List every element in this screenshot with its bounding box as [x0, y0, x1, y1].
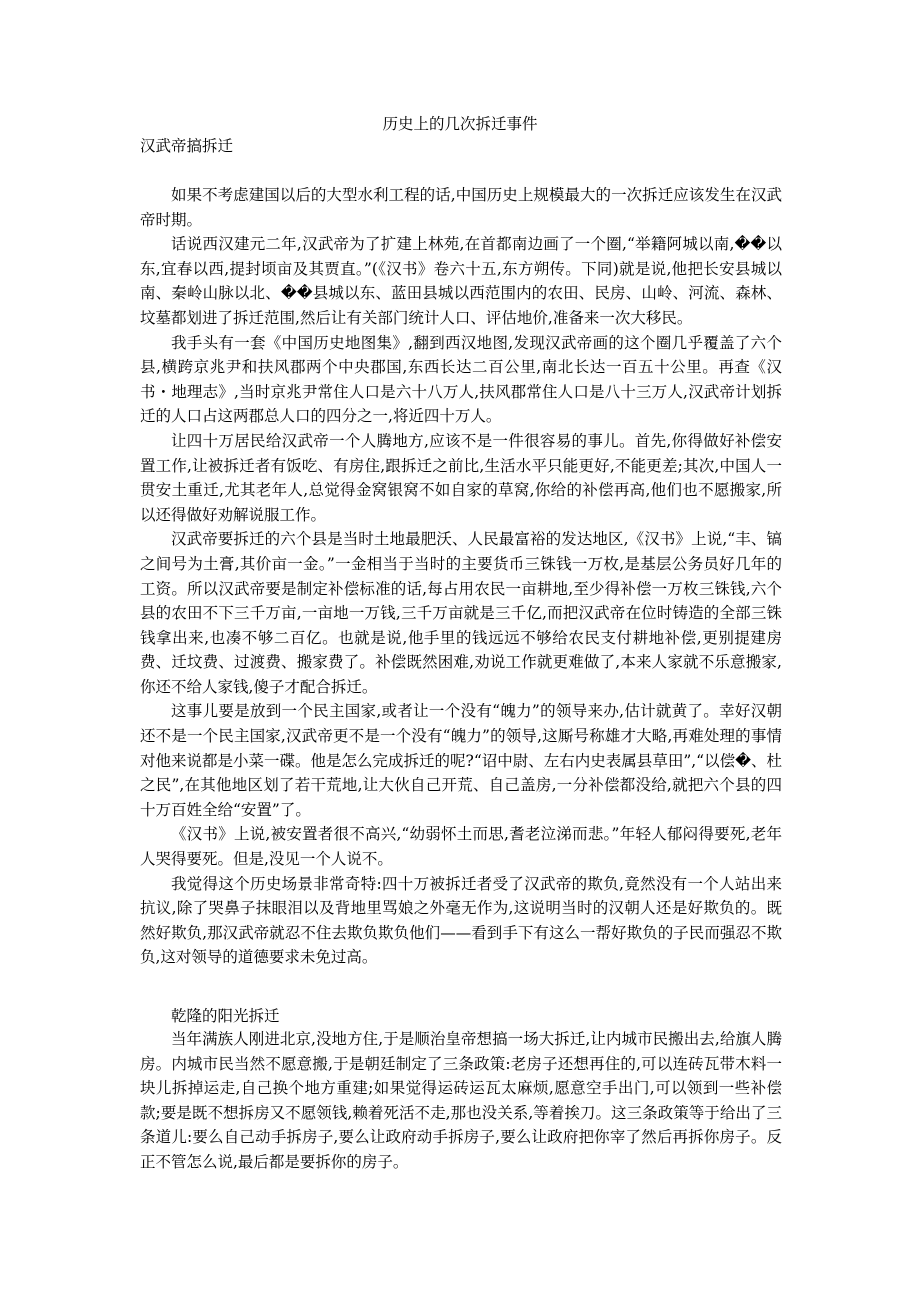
paragraph: 话说西汉建元二年,汉武帝为了扩建上林苑,在首都南边画了一个圈,“举籍阿城以南,��以东,宜春以西,提封顷亩及其贾直。”(《汉书》卷六十五,东方朔传。下同)就是说,他把长安县城以南、秦岭山脉以北、��县城以东、蓝田县城以西范围内的农田、民房、山岭、河流、森林、坟墓都划进了拆迁范围,然后让有关部门统计人口、评估地价,准备来一次大移民。	[140, 235, 782, 327]
paragraph: 《汉书》上说,被安置者很不高兴,“幼弱怀土而思,耆老泣涕而悲。”年轻人郁闷得要死,老年人哭得要死。但是,没见一个人说不。	[140, 825, 782, 869]
paragraph: 这事儿要是放到一个民主国家,或者让一个没有“魄力”的领导来办,估计就黄了。幸好汉朝还不是一个民主国家,汉武帝更不是一个没有“魄力”的领导,这厮号称雄才大略,再难处理的事情对他来说都是小菜一碟。他是怎么完成拆迁的呢?“诏中尉、左右内史表属县草田”,“以偿�、杜之民”,在其他地区划了若干荒地,让大伙自己开荒、自己盖房,一分补偿都没给,就把六个县的四十万百姓全给“安置”了。	[140, 702, 782, 819]
document-title: 历史上的几次拆迁事件	[382, 115, 538, 133]
paragraph: 我觉得这个历史场景非常奇特:四十万被拆迁者受了汉武帝的欺负,竟然没有一个人站出来抗议,除了哭鼻子抹眼泪以及背地里骂娘之外毫无作为,这说明当时的汉朝人还是好欺负的。既然好欺负,那汉武帝就忍不住去欺负欺负他们——看到手下有这么一帮好欺负的子民而强忍不欺负,这对领导的道德要求未免过高。	[140, 874, 782, 967]
paragraph: 让四十万居民给汉武帝一个人腾地方,应该不是一件很容易的事儿。首先,你得做好补偿安置工作,让被拆迁者有饭吃、有房住,跟拆迁之前比,生活水平只能更好,不能更差;其次,中国人一贯安土重迁,尤其老年人,总觉得金窝银窝不如自家的草窝,你给的补偿再高,他们也不愿搬家,所以还得做好劝解说服工作。	[140, 431, 782, 524]
section-body-hanwudi	[140, 183, 782, 970]
paragraph: 我手头有一套《中国历史地图集》,翻到西汉地图,发现汉武帝画的这个圈几乎覆盖了六个县,横跨京兆尹和扶风郡两个中央郡国,东西长达二百公里,南北长达一百五十公里。再查《汉书・地理志》,当时京兆尹常住人口是六十八万人,扶风郡常住人口是八十三万人,汉武帝计划拆迁的人口占这两郡总人口的四分之一,将近四十万人。	[140, 333, 782, 426]
paragraph: 汉武帝要拆迁的六个县是当时土地最肥沃、人民最富裕的发达地区,《汉书》上说,“丰、镐之间号为土膏,其价亩一金。”一金相当于当时的主要货币三铢钱一万枚,是基层公务员好几年的工资。所以汉武帝要是制定补偿标准的话,每占用农民一亩耕地,至少得补偿一万枚三铢钱,六个县的农田不下三千万亩,一亩地一万钱,三千万亩就是三千亿,而把汉武帝在位时铸造的全部三铢钱拿出来,也凑不够二百亿。也就是说,他手里的钱远远不够给农民支付耕地补偿,更别提建房费、迁坟费、过渡费、搬家费了。补偿既然困难,劝说工作就更难做了,本来人家就不乐意搬家,你还不给人家钱,傻子才配合拆迁。	[140, 530, 782, 696]
paragraph: 当年满族人刚进北京,没地方住,于是顺治皇帝想搞一场大拆迁,让内城市民搬出去,给旗人腾房。内城市民当然不愿意搬,于是朝廷制定了三条政策:老房子还想再住的,可以连砖瓦带木料一块儿拆掉运走,自己换个地方重建;如果觉得运砖运瓦太麻烦,愿意空手出门,可以领到一些补偿款;要是既不想拆房又不愿领钱,赖着死活不走,那也没关系,等着挨刀。这三条政策等于给出了三条道儿:要么自己动手拆房子,要么让政府动手拆房子,要么让政府把你宰了然后再拆你房子。反正不管怎么说,最后都是要拆你的房子。	[140, 1030, 782, 1171]
paragraph: 如果不考虑建国以后的大型水利工程的话,中国历史上规模最大的一次拆迁应该发生在汉武帝时期。	[140, 186, 782, 229]
section-body-qianlong	[140, 1027, 782, 1175]
section-heading-qianlong: 乾隆的阳光拆迁	[171, 1007, 280, 1025]
section-heading-hanwudi: 汉武帝搞拆迁	[140, 137, 234, 155]
